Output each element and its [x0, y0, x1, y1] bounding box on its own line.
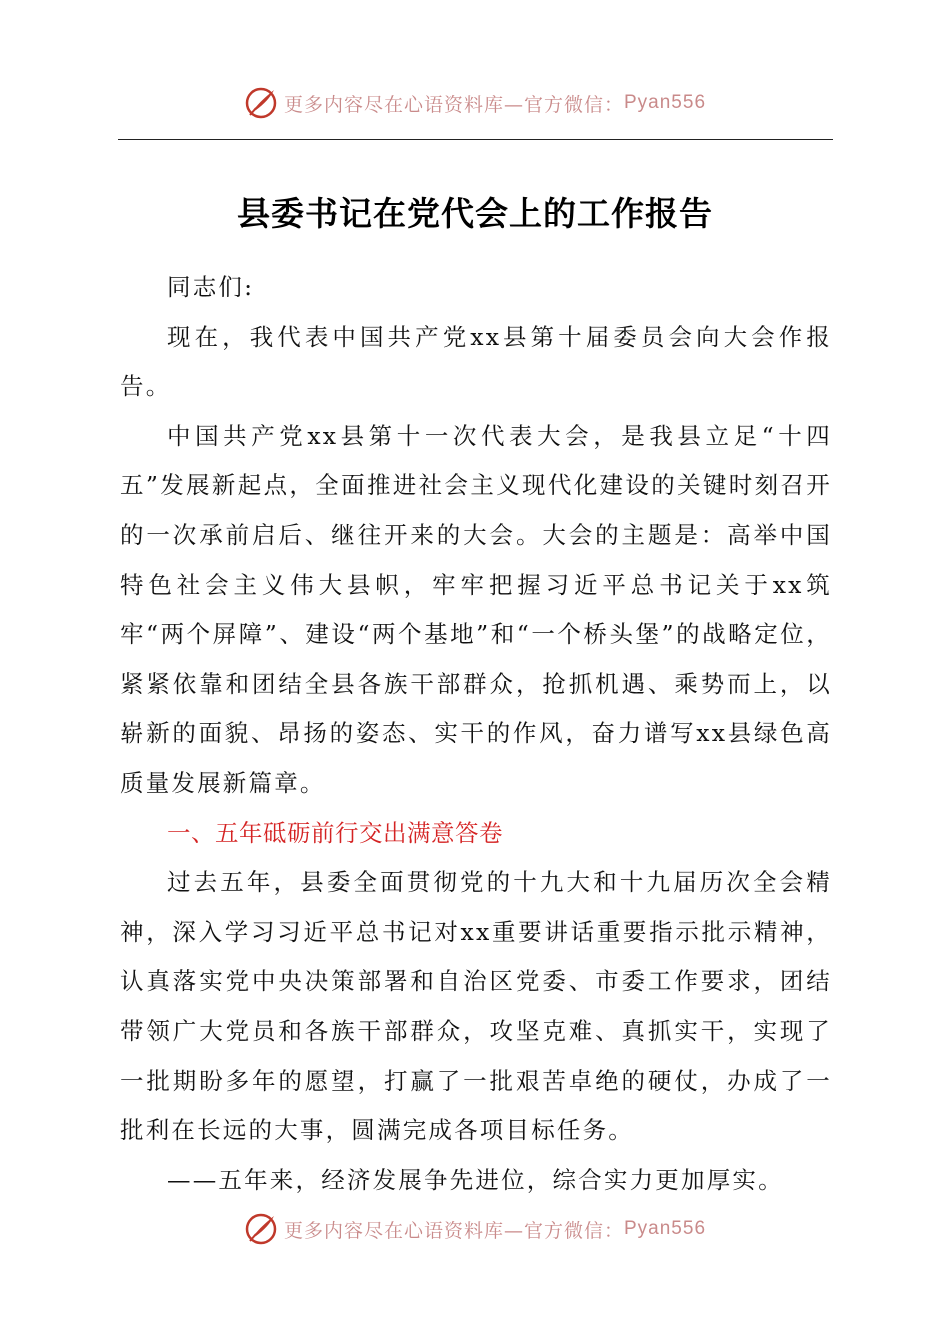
banner-wechat-id: Pyan556	[624, 1218, 707, 1239]
body-paragraph: 现在，我代表中国共产党xx县第十届委员会向大会作报告。	[120, 322, 832, 401]
document-body	[120, 263, 832, 1205]
header-divider	[118, 139, 833, 140]
banner-wechat-id: Pyan556	[624, 92, 707, 113]
banner-text: 更多内容尽在心语资料库—官方微信：	[283, 93, 624, 116]
body-paragraph: 中国共产党xx县第十一次代表大会，是我县立足“十四五”发展新起点，全面推进社会主义现代化建设的关键时刻召开的一次承前启后、继往开来的大会。大会的主题是：高举中国特色社会主义伟大县帜，牢牢把握习近平总书记关于xx筑牢“两个屏障”、建设“两个基地”和“一个桥头堡”的战略定位，紧紧依靠和团结全县各族干部群众，抢抓机遇、乘势而上，以崭新的面貌、昂扬的姿态、实干的作风，奋力谱写xx县绿色高质量发展新篇章。	[120, 421, 832, 797]
quill-logo-icon	[244, 86, 278, 120]
salutation: 同志们:	[167, 273, 255, 301]
quill-logo-icon	[244, 1212, 278, 1246]
body-paragraph: ——五年来，经济发展争先进位，综合实力更加厚实。	[167, 1165, 784, 1194]
body-paragraph: 过去五年，县委全面贯彻党的十九大和十九届历次全会精神，深入学习习近平总书记对xx重要讲话重要指示批示精神，认真落实党中央决策部署和自治区党委、市委工作要求，团结带领广大党员和各族干部群众，攻坚克难、真抓实干，实现了一批期盼多年的愿望，打赢了一批艰苦卓绝的硬仗，办成了一批利在长远的大事，圆满完成各项目标任务。	[120, 868, 832, 1145]
section-heading: 一、五年砥砺前行交出满意答卷	[167, 818, 503, 847]
footer-banner	[0, 1212, 950, 1246]
header-banner	[0, 86, 950, 120]
document-title: 县委书记在党代会上的工作报告	[237, 194, 713, 233]
banner-text: 更多内容尽在心语资料库—官方微信：	[283, 1219, 624, 1242]
